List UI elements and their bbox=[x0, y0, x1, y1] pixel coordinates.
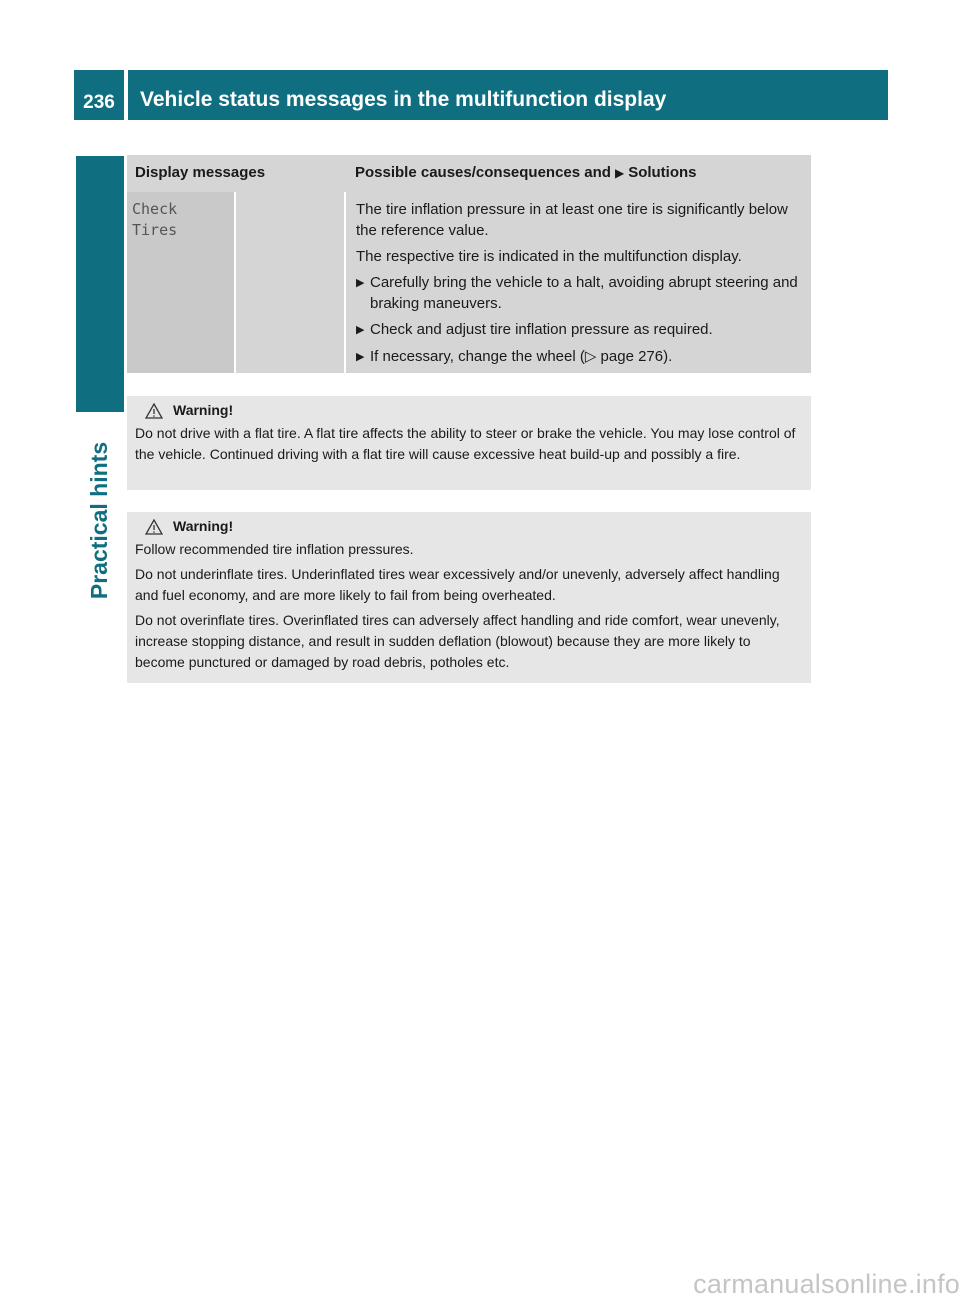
empty-cell bbox=[238, 192, 346, 373]
display-message-line-1: Check bbox=[132, 200, 178, 218]
table-row bbox=[127, 192, 811, 373]
right-triangle-icon: ▶ bbox=[614, 165, 625, 180]
table-header bbox=[127, 155, 811, 192]
step-arrow-icon: ▶ bbox=[356, 324, 365, 336]
warning-box bbox=[127, 512, 811, 683]
warning-text: Do not underinflate tires. Underinflated tires wear excessively and/or unevenly, adversely affect handling and fuel economy, and are more likely to fail from being overheated. bbox=[135, 566, 780, 603]
warning-title-text: Warning! bbox=[173, 518, 234, 534]
column-header-causes-text: Possible causes/consequences and bbox=[355, 164, 611, 181]
display-message-line-2: Tires bbox=[132, 221, 178, 239]
step-arrow-icon: ▶ bbox=[356, 277, 365, 289]
column-header-causes bbox=[355, 164, 697, 181]
page-number: 236 bbox=[74, 70, 124, 120]
consequence-text: The respective tire is indicated in the multifunction display. bbox=[356, 248, 742, 265]
page-header-title: Vehicle status messages in the multifunction display bbox=[128, 70, 888, 120]
solution-step-link[interactable]: If necessary, change the wheel (▷ page 276). bbox=[370, 348, 673, 365]
solution-step bbox=[356, 346, 803, 368]
solution-step-text: Check and adjust tire inflation pressure as required. bbox=[370, 321, 713, 338]
solution-step-text: Carefully bring the vehicle to a halt, avoiding abrupt steering and braking maneuvers. bbox=[370, 274, 798, 312]
warning-text: Do not drive with a flat tire. A flat tire affects the ability to steer or brake the vehicle. You may lose control of the vehicle. Continued driving with a flat tire will cause excessive heat build-up and possibly a fire. bbox=[135, 425, 796, 462]
side-tab-marker bbox=[76, 156, 124, 412]
cause-text: The tire inflation pressure in at least one tire is significantly below the reference value. bbox=[356, 201, 788, 239]
solution-step bbox=[356, 272, 803, 314]
warning-box bbox=[127, 396, 811, 490]
warning-triangle-icon bbox=[145, 403, 163, 419]
side-tab-label-text: Practical hints bbox=[86, 441, 113, 599]
warning-title bbox=[145, 400, 803, 421]
solution-step bbox=[356, 319, 803, 341]
warning-title bbox=[145, 516, 803, 537]
step-arrow-icon: ▶ bbox=[356, 351, 365, 363]
side-tab-label bbox=[86, 420, 114, 620]
column-header-solutions-text: Solutions bbox=[628, 164, 697, 181]
warning-triangle-icon bbox=[145, 519, 163, 535]
column-header-display-messages: Display messages bbox=[135, 164, 266, 181]
solution-cell bbox=[348, 192, 811, 373]
warning-title-text: Warning! bbox=[173, 402, 234, 418]
display-message-cell bbox=[127, 192, 236, 373]
warning-text: Follow recommended tire inflation pressures. bbox=[135, 541, 414, 557]
watermark: carmanualsonline.info bbox=[693, 1269, 960, 1299]
display-message bbox=[132, 199, 177, 241]
warning-text: Do not overinflate tires. Overinflated tires can adversely affect handling and ride comfort, wear unevenly, increase stopping distance, and result in sudden deflation (blowout) because they are more likely to become punctured or damaged by road debris, potholes etc. bbox=[135, 612, 780, 670]
